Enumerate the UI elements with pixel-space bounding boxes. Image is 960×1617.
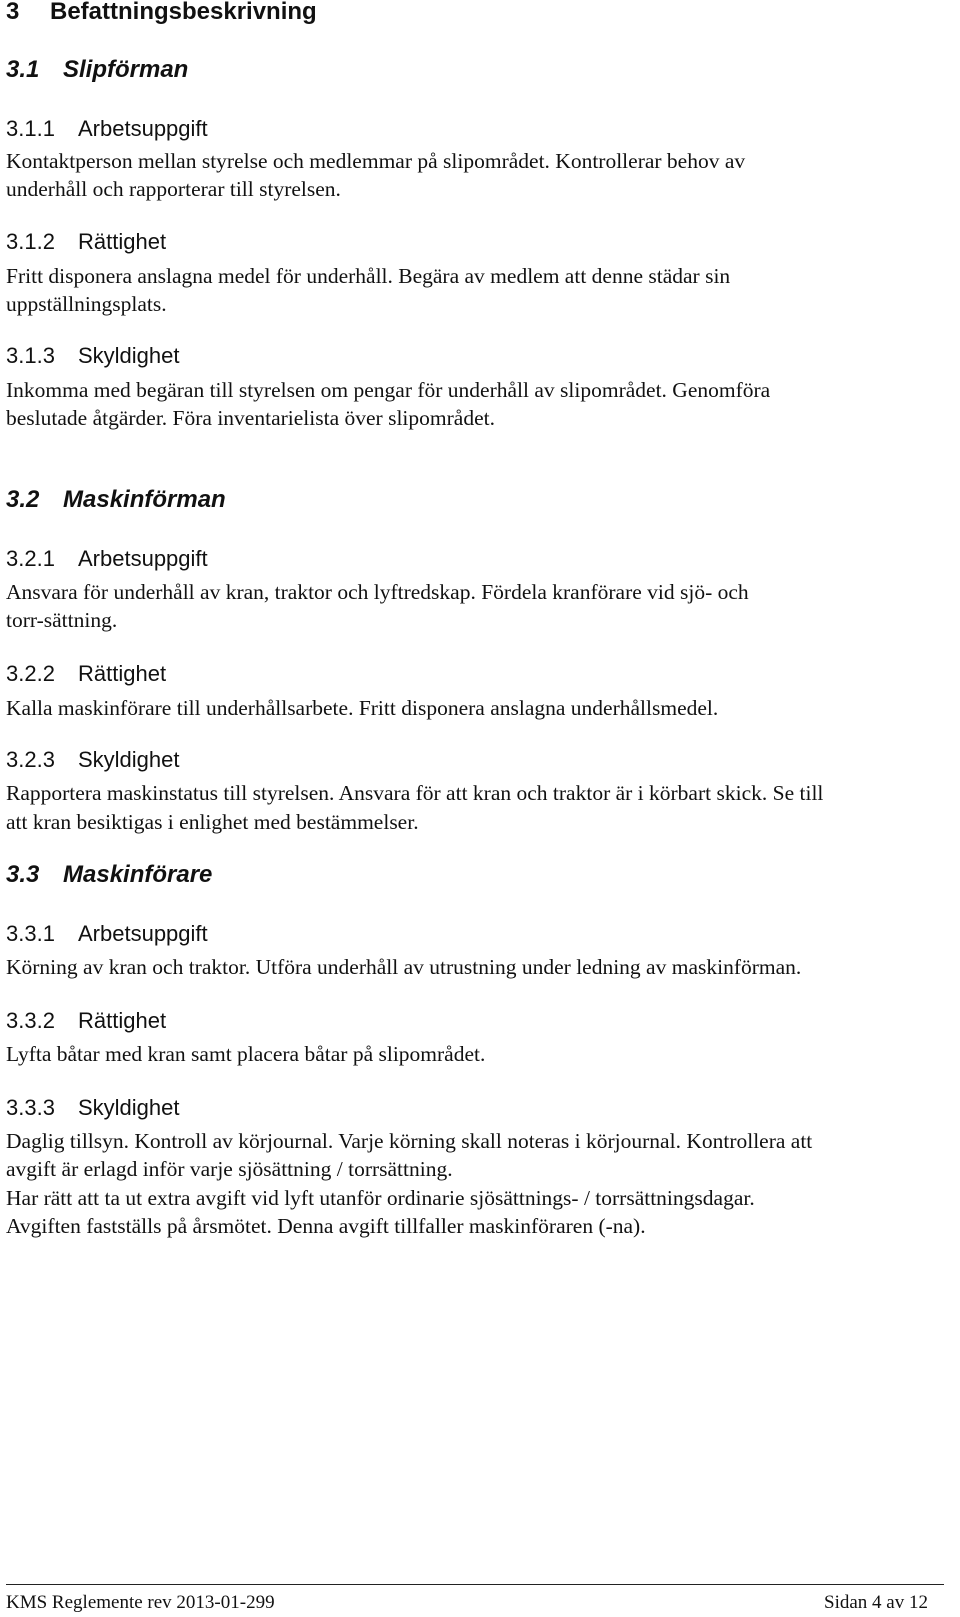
heading-title: Rättighet	[78, 1008, 167, 1033]
paragraph-line: uppställningsplats.	[6, 292, 167, 316]
subsection-heading-slipforman	[6, 56, 188, 84]
subsection-title: Slipförman	[63, 56, 189, 83]
heading-rattighet	[6, 661, 166, 687]
heading-number: 3.3.3	[6, 1095, 55, 1120]
heading-arbetsuppgift	[6, 116, 208, 142]
heading-title: Rättighet	[78, 661, 167, 686]
heading-rattighet	[6, 1008, 166, 1034]
heading-title: Arbetsuppgift	[78, 921, 208, 946]
footer-divider	[6, 1584, 944, 1585]
paragraph-line: Körning av kran och traktor. Utföra underhåll av utrustning under ledning av maskinförman.	[6, 955, 802, 979]
paragraph-line: Fritt disponera anslagna medel för underhåll. Begära av medlem att denne städar sin	[6, 264, 731, 288]
heading-title: Skyldighet	[78, 343, 180, 368]
heading-number: 3.1.1	[6, 116, 55, 141]
heading-skyldighet	[6, 343, 180, 369]
section-title: Befattningsbeskrivning	[50, 0, 317, 25]
subsection-title: Maskinförman	[63, 486, 226, 513]
heading-skyldighet	[6, 1095, 180, 1121]
heading-number: 3.2.1	[6, 546, 55, 571]
heading-number: 3.1.3	[6, 343, 55, 368]
paragraph-line: Har rätt att ta ut extra avgift vid lyft utanför ordinarie sjösättnings- / torrsättningsdagar.	[6, 1186, 755, 1210]
heading-title: Rättighet	[78, 229, 167, 254]
heading-title: Skyldighet	[78, 747, 180, 772]
heading-title: Skyldighet	[78, 1095, 180, 1120]
subsection-number: 3.3	[6, 861, 40, 888]
footer-page-number: Sidan 4 av 12	[824, 1592, 928, 1613]
heading-arbetsuppgift	[6, 546, 208, 572]
paragraph-line: Rapportera maskinstatus till styrelsen. Ansvara för att kran och traktor är i körbart skick. Se till	[6, 781, 824, 805]
subsection-number: 3.2	[6, 486, 40, 513]
paragraph-line: Avgiften fastställs på årsmötet. Denna avgift tillfaller maskinföraren (-na).	[6, 1214, 646, 1238]
heading-title: Arbetsuppgift	[78, 116, 208, 141]
heading-number: 3.3.1	[6, 921, 55, 946]
paragraph-line: avgift är erlagd inför varje sjösättning / torrsättning.	[6, 1157, 453, 1181]
footer-document-name: KMS Reglemente rev 2013-01-299	[6, 1592, 275, 1613]
heading-number: 3.3.2	[6, 1008, 55, 1033]
heading-title: Arbetsuppgift	[78, 546, 208, 571]
heading-skyldighet	[6, 747, 180, 773]
paragraph-line: Daglig tillsyn. Kontroll av körjournal. Varje körning skall noteras i körjournal. Kontrollera att	[6, 1129, 813, 1153]
heading-arbetsuppgift	[6, 921, 208, 947]
subsection-heading-maskinforman	[6, 486, 226, 514]
heading-number: 3.2.3	[6, 747, 55, 772]
paragraph-line: Ansvara för underhåll av kran, traktor och lyftredskap. Fördela kranförare vid sjö- och	[6, 580, 749, 604]
section-heading	[6, 0, 317, 26]
paragraph-line: att kran besiktigas i enlighet med bestämmelser.	[6, 810, 419, 834]
paragraph-line: beslutade åtgärder. Föra inventarielista över slipområdet.	[6, 406, 495, 430]
paragraph-line: Inkomma med begäran till styrelsen om pengar för underhåll av slipområdet. Genomföra	[6, 378, 771, 402]
paragraph-line: Kontaktperson mellan styrelse och medlemmar på slipområdet. Kontrollerar behov av	[6, 149, 746, 173]
heading-rattighet	[6, 229, 166, 255]
subsection-title: Maskinförare	[63, 861, 213, 888]
paragraph-line: underhåll och rapporterar till styrelsen.	[6, 177, 341, 201]
heading-number: 3.2.2	[6, 661, 55, 686]
section-number: 3	[6, 0, 20, 25]
heading-number: 3.1.2	[6, 229, 55, 254]
subsection-number: 3.1	[6, 56, 40, 83]
paragraph-line: Lyfta båtar med kran samt placera båtar på slipområdet.	[6, 1042, 486, 1066]
subsection-heading-maskinforare	[6, 861, 212, 889]
paragraph-line: torr-sättning.	[6, 608, 118, 632]
paragraph-line: Kalla maskinförare till underhållsarbete. Fritt disponera anslagna underhållsmedel.	[6, 696, 719, 720]
